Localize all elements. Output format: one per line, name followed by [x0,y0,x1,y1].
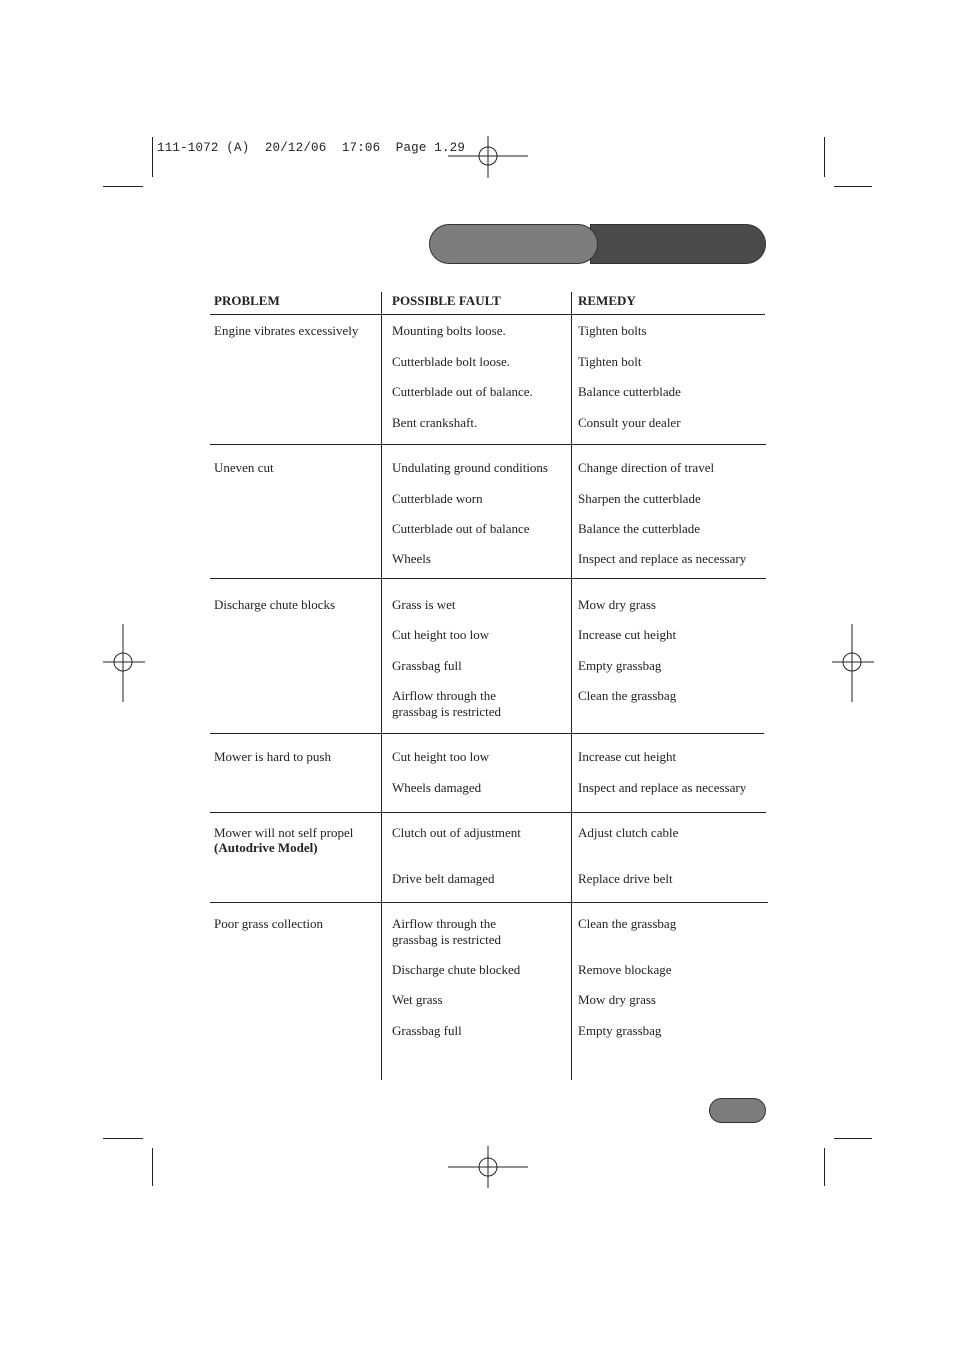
section-tab-dark [590,224,766,264]
remedy-cell: Change direction of travel [578,460,715,475]
row-separator [210,812,766,813]
remedy-cell: Increase cut height [578,749,677,764]
remedy-cell: Empty grassbag [578,1023,662,1038]
fault-cell-continued: grassbag is restricted [392,932,502,947]
registration-mark-right [832,624,874,702]
fault-cell: Cutterblade out of balance [392,521,530,536]
header-remedy: REMEDY [578,293,636,308]
fault-cell: Discharge chute blocked [392,962,521,977]
problem-cell: Mower will not self propel [214,825,354,840]
header-underline [210,314,765,315]
crop-mark-bottom-right-h [834,1138,872,1139]
fault-cell: Cutterblade worn [392,491,483,506]
fault-cell: Wet grass [392,992,443,1007]
row-separator [210,444,766,445]
remedy-cell: Remove blockage [578,962,672,977]
crop-mark-bottom-left-v [152,1148,153,1186]
fault-cell: Airflow through the [392,916,496,931]
fault-cell: Wheels [392,551,431,566]
fault-cell: Clutch out of adjustment [392,825,521,840]
print-slug-header: 111-1072 (A) 20/12/06 17:06 Page 1.29 [157,141,466,155]
header-possible-fault: POSSIBLE FAULT [392,293,501,308]
row-separator [210,733,764,734]
page-number-badge [709,1098,766,1123]
registration-mark-bottom [448,1146,528,1188]
fault-cell: Wheels damaged [392,780,482,795]
crop-mark-top-left-v [152,137,153,177]
remedy-cell: Mow dry grass [578,992,656,1007]
problem-cell: Poor grass collection [214,916,324,931]
remedy-cell: Replace drive belt [578,871,673,886]
fault-cell-continued: grassbag is restricted [392,704,502,719]
problem-cell: Mower is hard to push [214,749,331,764]
remedy-cell: Clean the grassbag [578,916,677,931]
fault-cell: Airflow through the [392,688,496,703]
remedy-cell: Clean the grassbag [578,688,677,703]
fault-cell: Cutterblade bolt loose. [392,354,511,369]
remedy-cell: Inspect and replace as necessary [578,551,747,566]
remedy-cell: Balance cutterblade [578,384,681,399]
fault-cell: Grassbag full [392,658,462,673]
crop-mark-top-left-h [103,186,143,187]
remedy-cell: Balance the cutterblade [578,521,700,536]
problem-cell: Uneven cut [214,460,274,475]
fault-cell: Undulating ground conditions [392,460,548,475]
remedy-cell: Consult your dealer [578,415,681,430]
remedy-cell: Adjust clutch cable [578,825,679,840]
crop-mark-bottom-left-h [103,1138,143,1139]
remedy-cell: Tighten bolts [578,323,647,338]
problem-cell: Discharge chute blocks [214,597,336,612]
fault-cell: Cutterblade out of balance. [392,384,533,399]
section-tab-grey [429,224,598,264]
column-divider-2 [571,292,572,1080]
remedy-cell: Increase cut height [578,627,677,642]
column-divider-1 [381,292,382,1080]
remedy-cell: Tighten bolt [578,354,642,369]
crop-mark-bottom-right-v [824,1148,825,1186]
fault-cell: Mounting bolts loose. [392,323,506,338]
remedy-cell: Empty grassbag [578,658,662,673]
registration-mark-left [103,624,145,702]
fault-cell: Bent crankshaft. [392,415,478,430]
row-separator [210,902,768,903]
crop-mark-top-right-h [834,186,872,187]
remedy-cell: Inspect and replace as necessary [578,780,747,795]
remedy-cell: Mow dry grass [578,597,656,612]
problem-cell: Engine vibrates excessively [214,323,359,338]
fault-cell: Cut height too low [392,749,490,764]
fault-cell: Cut height too low [392,627,490,642]
header-problem: PROBLEM [214,293,280,308]
remedy-cell: Sharpen the cutterblade [578,491,701,506]
fault-cell: Drive belt damaged [392,871,495,886]
crop-mark-top-right-v [824,137,825,177]
fault-cell: Grass is wet [392,597,456,612]
row-separator [210,578,766,579]
problem-cell-model-note: (Autodrive Model) [214,840,318,855]
fault-cell: Grassbag full [392,1023,462,1038]
